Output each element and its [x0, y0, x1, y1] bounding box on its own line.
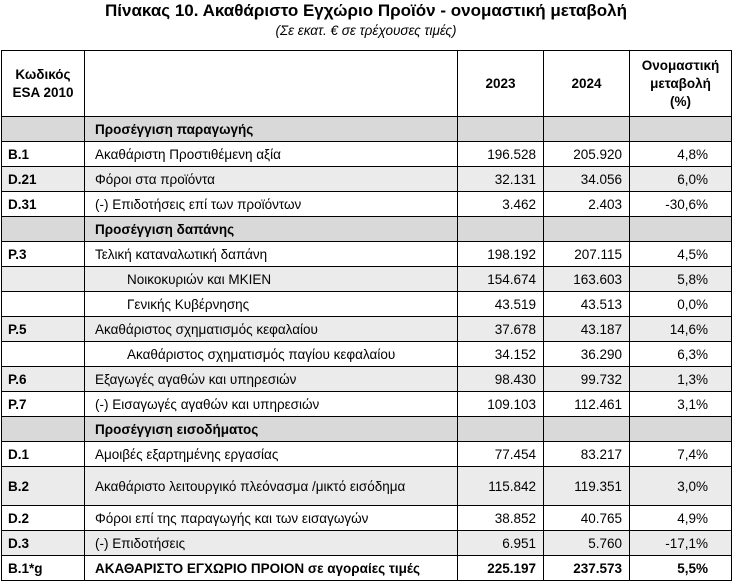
row-value-2023: 6.951 [458, 531, 544, 556]
row-value-2024: 43.513 [544, 292, 630, 317]
table-row [2, 367, 732, 392]
row-pct-change: -30,6% [630, 192, 732, 217]
row-description: Ακαθάριστη Προστιθέμενη αξία [85, 142, 458, 167]
section-row-production [2, 117, 732, 142]
row-pct-change: 5,5% [630, 556, 732, 581]
row-pct-change: 5,8% [630, 267, 732, 292]
row-description: Ακαθάριστος σχηματισμός παγίου κεφαλαίου [85, 342, 458, 367]
row-pct-change: 3,1% [630, 392, 732, 417]
table-row [2, 467, 732, 506]
row-value-2024: 83.217 [544, 442, 630, 467]
table-row [2, 167, 732, 192]
row-value-2024: 34.056 [544, 167, 630, 192]
table-row [2, 317, 732, 342]
table-row [2, 442, 732, 467]
row-value-2023 [458, 117, 544, 142]
row-description: Προσέγγιση παραγωγής [85, 117, 458, 142]
row-value-2023: 3.462 [458, 192, 544, 217]
header-2023: 2023 [458, 51, 544, 117]
row-value-2023: 77.454 [458, 442, 544, 467]
row-value-2023 [458, 217, 544, 242]
row-code: D.21 [2, 167, 85, 192]
row-description: (-) Εισαγωγές αγαθών και υπηρεσιών [85, 392, 458, 417]
row-code: B.2 [2, 467, 85, 506]
header-pct-line3: (%) [670, 93, 691, 109]
row-code [2, 117, 85, 142]
header-code [2, 51, 85, 117]
table-subtitle: (Σε εκατ. € σε τρέχουσες τιμές) [275, 23, 457, 38]
row-pct-change: 6,0% [630, 167, 732, 192]
section-row-expenditure [2, 217, 732, 242]
row-value-2023: 98.430 [458, 367, 544, 392]
row-value-2023: 32.131 [458, 167, 544, 192]
row-pct-change: 1,3% [630, 367, 732, 392]
row-description: Φόροι στα προϊόντα [85, 167, 458, 192]
table-row [2, 506, 732, 531]
row-value-2024: 5.760 [544, 531, 630, 556]
row-code: P.7 [2, 392, 85, 417]
row-value-2023: 196.528 [458, 142, 544, 167]
row-description: (-) Επιδοτήσεις [85, 531, 458, 556]
row-description: Αμοιβές εξαρτημένης εργασίας [85, 442, 458, 467]
row-value-2024: 40.765 [544, 506, 630, 531]
row-code: P.6 [2, 367, 85, 392]
table-row [2, 242, 732, 267]
row-value-2024: 205.920 [544, 142, 630, 167]
table-row [2, 142, 732, 167]
row-code: D.3 [2, 531, 85, 556]
table-row [2, 392, 732, 417]
gdp-table [1, 50, 732, 581]
row-value-2024 [544, 117, 630, 142]
header-code-line1: Κωδικός [15, 66, 71, 82]
header-description [85, 51, 458, 117]
row-description: Προσέγγιση εισοδήματος [85, 417, 458, 442]
table-title: Πίνακας 10. Ακαθάριστο Εγχώριο Προϊόν - ονομαστική μεταβολή [105, 1, 627, 20]
table-row [2, 292, 732, 317]
row-code [2, 342, 85, 367]
row-description: Τελική καταναλωτική δαπάνη [85, 242, 458, 267]
header-pct-change [630, 51, 732, 117]
row-value-2023: 154.674 [458, 267, 544, 292]
header-pct-line2: μεταβολή [650, 75, 711, 91]
row-value-2024: 237.573 [544, 556, 630, 581]
row-value-2024: 207.115 [544, 242, 630, 267]
row-pct-change [630, 217, 732, 242]
table-row [2, 342, 732, 367]
table-row [2, 192, 732, 217]
row-description: Ακαθάριστος σχηματισμός κεφαλαίου [85, 317, 458, 342]
row-value-2023: 38.852 [458, 506, 544, 531]
row-pct-change: 4,9% [630, 506, 732, 531]
row-description: (-) Επιδοτήσεις επί των προϊόντων [85, 192, 458, 217]
row-code: D.2 [2, 506, 85, 531]
row-code [2, 267, 85, 292]
table-row [2, 267, 732, 292]
row-pct-change [630, 117, 732, 142]
row-description: Προσέγγιση δαπάνης [85, 217, 458, 242]
row-description: Εξαγωγές αγαθών και υπηρεσιών [85, 367, 458, 392]
row-value-2023: 37.678 [458, 317, 544, 342]
header-code-line2: ESA 2010 [12, 84, 74, 100]
table-header-row [2, 51, 732, 117]
header-2024: 2024 [544, 51, 630, 117]
row-description: Ακαθάριστο λειτουργικό πλεόνασμα /μικτό εισόδημα [85, 467, 458, 506]
row-pct-change: 4,8% [630, 142, 732, 167]
row-pct-change: 4,5% [630, 242, 732, 267]
row-code: P.5 [2, 317, 85, 342]
row-value-2023: 34.152 [458, 342, 544, 367]
row-value-2023 [458, 417, 544, 442]
table-row [2, 531, 732, 556]
header-pct-line1: Ονομαστική [641, 57, 720, 73]
row-description: Φόροι επί της παραγωγής και των εισαγωγών [85, 506, 458, 531]
row-code: D.1 [2, 442, 85, 467]
row-value-2023: 198.192 [458, 242, 544, 267]
row-value-2024: 112.461 [544, 392, 630, 417]
row-code: B.1*g [2, 556, 85, 581]
row-value-2024: 119.351 [544, 467, 630, 506]
row-pct-change: -17,1% [630, 531, 732, 556]
section-row-income [2, 417, 732, 442]
row-pct-change: 7,4% [630, 442, 732, 467]
row-value-2024 [544, 217, 630, 242]
row-value-2023: 225.197 [458, 556, 544, 581]
row-value-2024: 43.187 [544, 317, 630, 342]
row-value-2024: 36.290 [544, 342, 630, 367]
row-description: Νοικοκυριών και ΜΚΙΕΝ [85, 267, 458, 292]
row-pct-change: 14,6% [630, 317, 732, 342]
row-pct-change [630, 417, 732, 442]
row-pct-change: 0,0% [630, 292, 732, 317]
row-value-2023: 109.103 [458, 392, 544, 417]
row-code: P.3 [2, 242, 85, 267]
row-code: D.31 [2, 192, 85, 217]
row-pct-change: 3,0% [630, 467, 732, 506]
row-code [2, 217, 85, 242]
row-code [2, 292, 85, 317]
row-value-2024: 163.603 [544, 267, 630, 292]
table-row-total [2, 556, 732, 581]
row-value-2023: 115.842 [458, 467, 544, 506]
row-value-2024 [544, 417, 630, 442]
row-value-2024: 2.403 [544, 192, 630, 217]
row-code [2, 417, 85, 442]
row-pct-change: 6,3% [630, 342, 732, 367]
row-value-2024: 99.732 [544, 367, 630, 392]
row-description: ΑΚΑΘΑΡΙΣΤΟ ΕΓΧΩΡΙΟ ΠΡΟΙΟΝ σε αγοραίες τιμές [85, 556, 458, 581]
row-value-2023: 43.519 [458, 292, 544, 317]
row-code: B.1 [2, 142, 85, 167]
row-description: Γενικής Κυβέρνησης [85, 292, 458, 317]
